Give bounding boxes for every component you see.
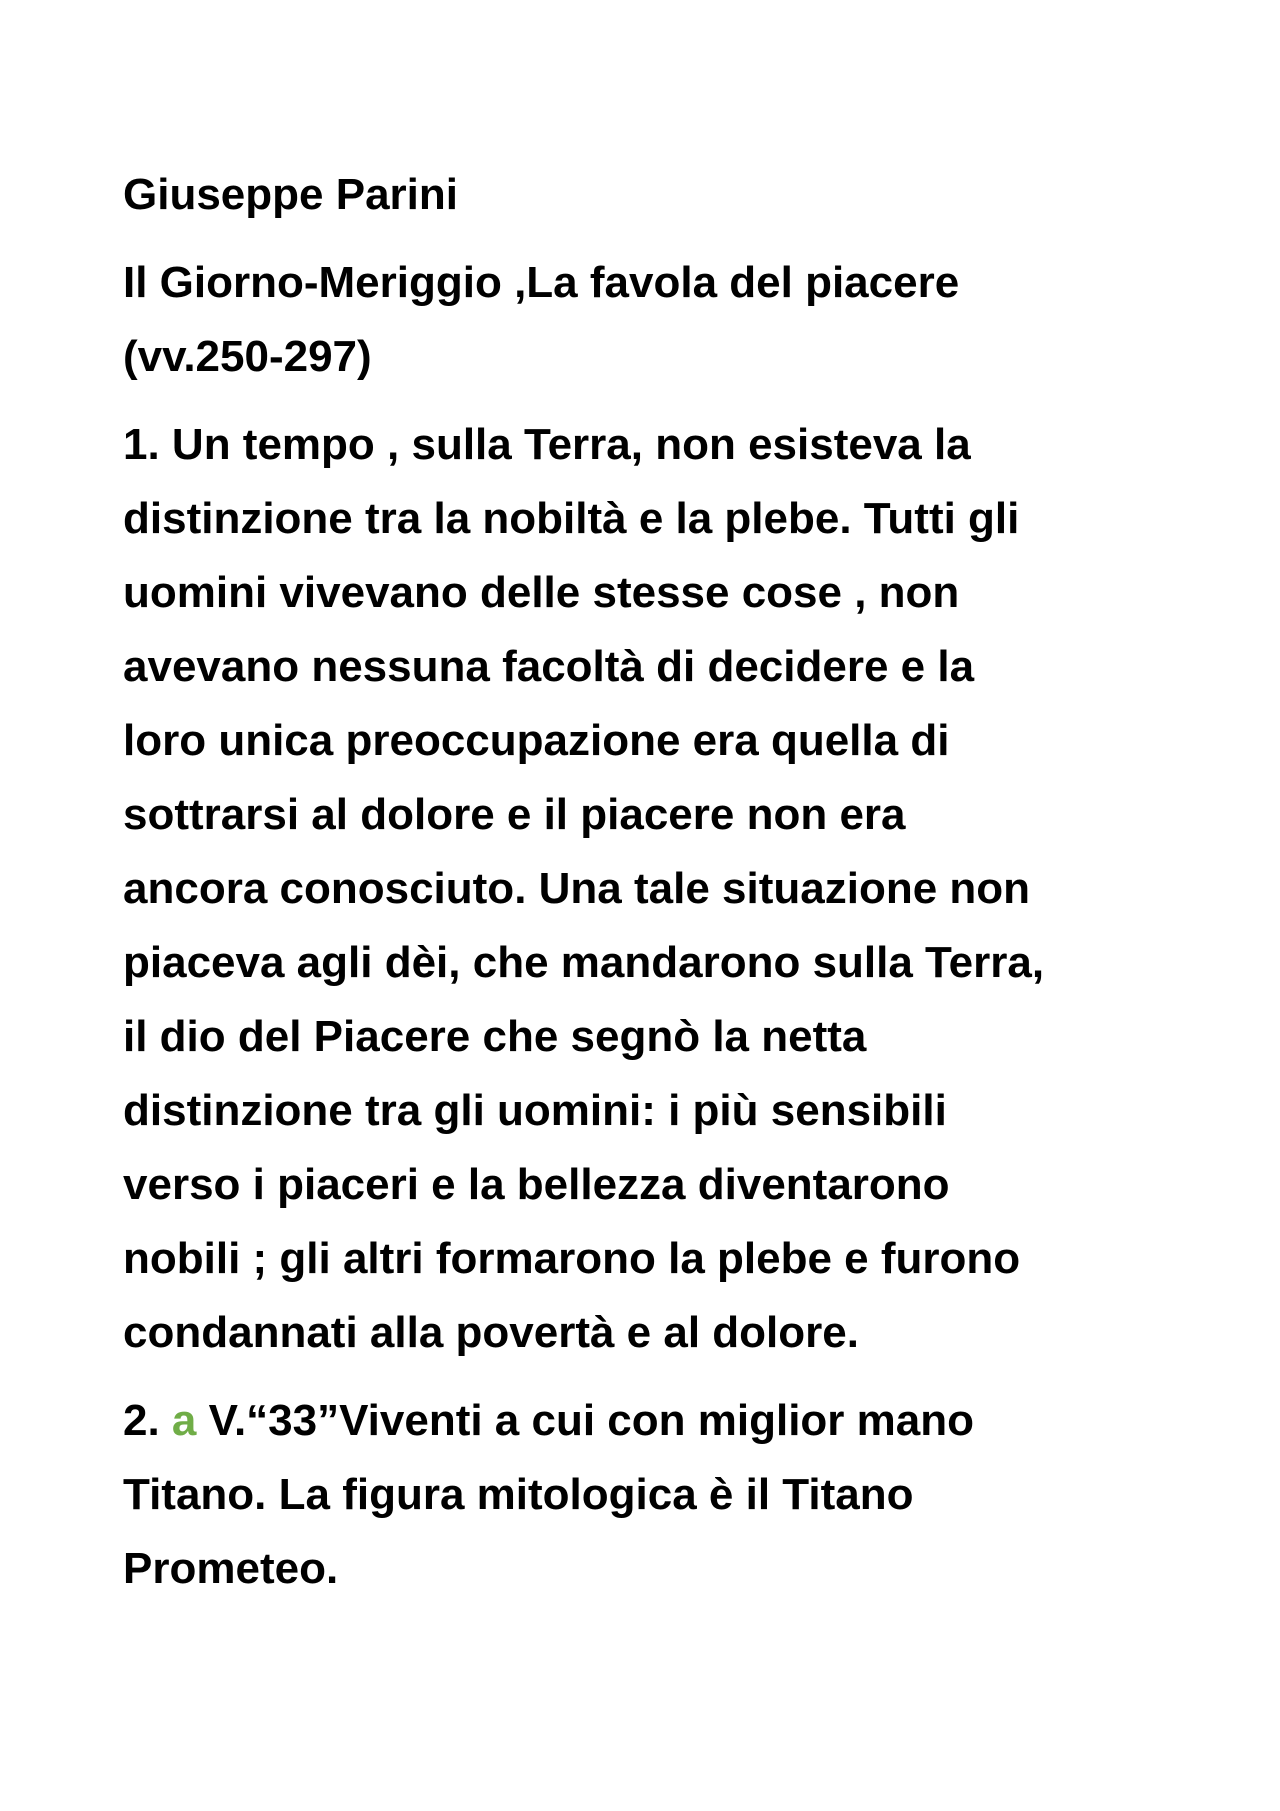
paragraph-line: nobili ; gli altri formarono la plebe e furono [123,1234,1021,1283]
paragraph-line: verso i piaceri e la bellezza diventarono [123,1160,950,1209]
paragraph-line: sottrarsi al dolore e il piacere non era [123,790,906,839]
paragraph-line: 1. Un tempo , sulla Terra, non esisteva la [123,420,971,469]
answer-2-letter: a [171,1396,197,1445]
answer-2-paragraph [123,1384,1183,1606]
paragraph-line: avevano nessuna facoltà di decidere e la [123,642,975,691]
paragraph-line: distinzione tra la nobiltà e la plebe. Tutti gli [123,494,1020,543]
paragraph-line: Titano. La figura mitologica è il Titano [123,1470,914,1519]
title-line: (vv.250-297) [123,332,372,381]
paragraph-line: loro unica preoccupazione era quella di [123,716,950,765]
paragraph-line: uomini vivevano delle stesse cose , non [123,568,960,617]
paragraph-line [123,1384,1183,1458]
answer-1-paragraph [123,408,1183,1370]
author-heading: Giuseppe Parini [123,170,458,219]
answer-2-first-line: V.“33”Viventi a cui con miglior mano [196,1396,974,1445]
paragraph-line: ancora conosciuto. Una tale situazione non [123,864,1031,913]
paragraph-line: Prometeo. [123,1544,339,1593]
paragraph-line: condannati alla povertà e al dolore. [123,1308,859,1357]
title-line: Il Giorno-Meriggio ,La favola del piacere [123,258,960,307]
answer-2-number: 2. [123,1396,172,1445]
paragraph-line: distinzione tra gli uomini: i più sensibili [123,1086,947,1135]
paragraph-line: il dio del Piacere che segnò la netta [123,1012,867,1061]
paragraph-line: piaceva agli dèi, che mandarono sulla Terra, [123,938,1045,987]
document-body [123,158,1183,1606]
